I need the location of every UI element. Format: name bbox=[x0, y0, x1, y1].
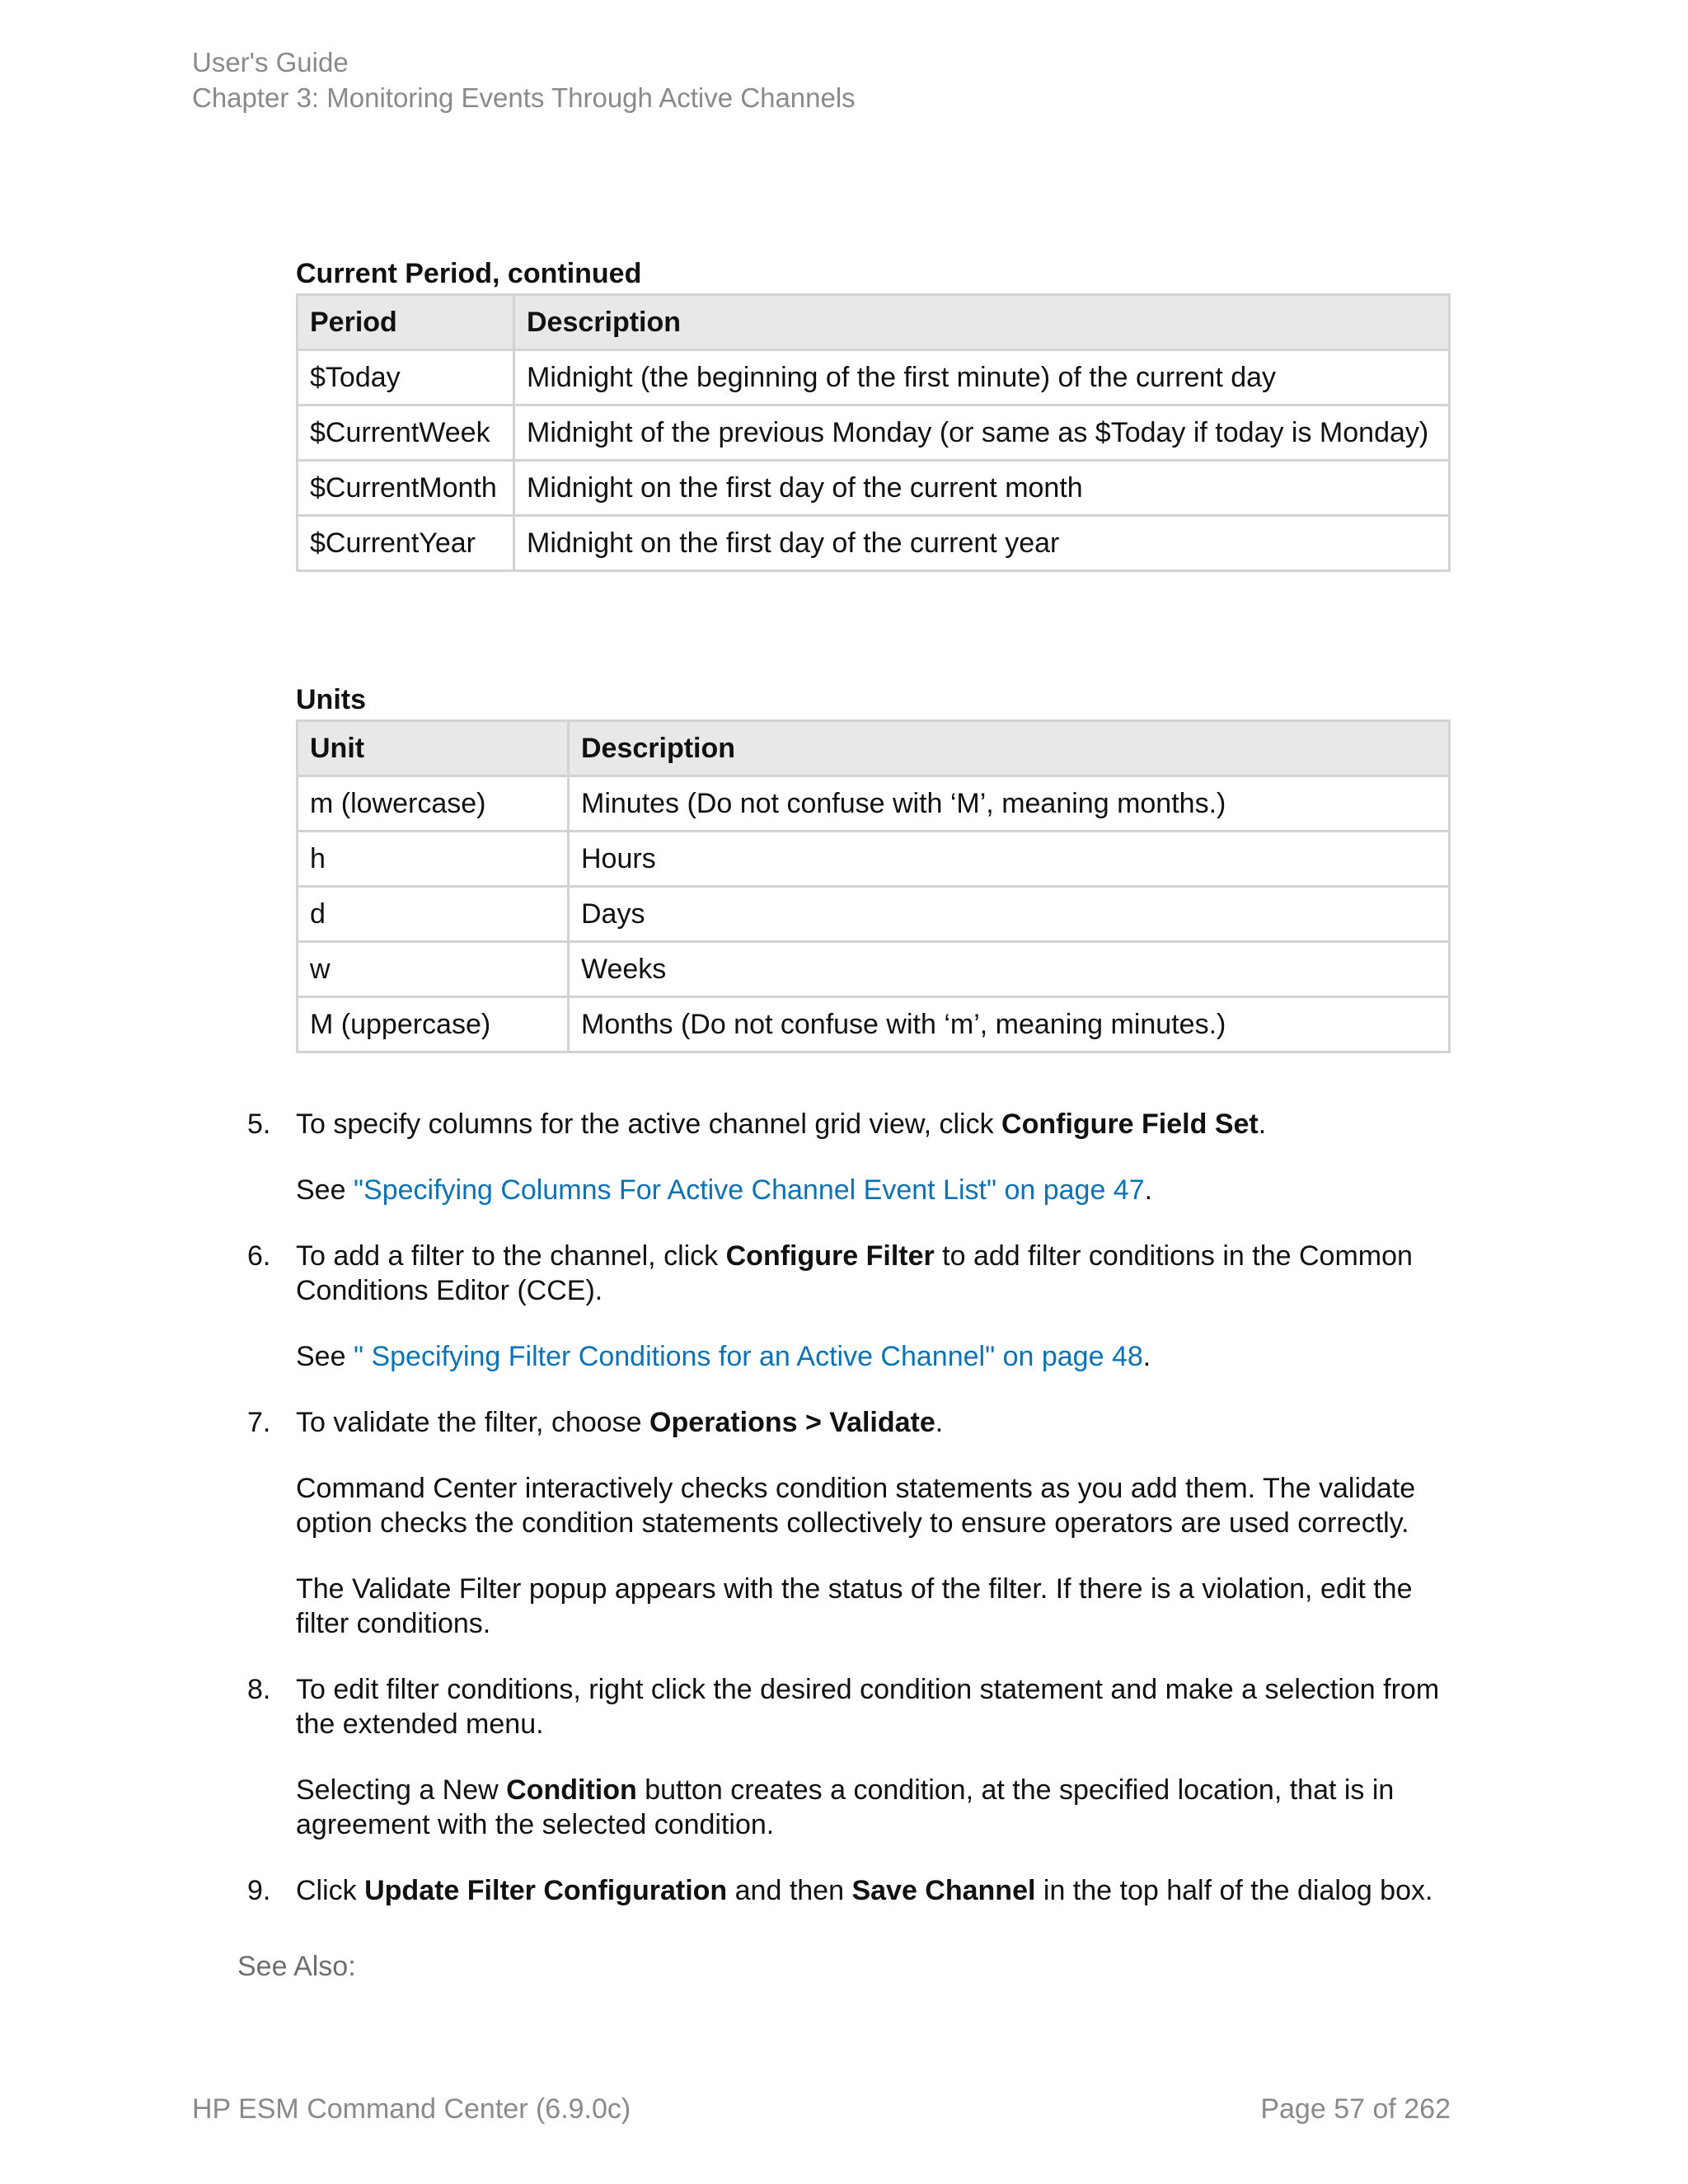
unit-cell: w bbox=[298, 942, 569, 997]
unit-cell: M (uppercase) bbox=[298, 997, 569, 1052]
ui-term: Condition bbox=[506, 1774, 637, 1806]
period-table bbox=[296, 293, 1451, 572]
step-instruction: To add a filter to the channel, click Configure Filter to add filter conditions in the Common Conditions Editor (CCE). bbox=[296, 1240, 1413, 1306]
table-row bbox=[298, 405, 1450, 461]
unit-cell: h bbox=[298, 832, 569, 887]
description-cell: Midnight of the previous Monday (or same as $Today if today is Monday) bbox=[514, 405, 1450, 461]
ui-term: Update Filter Configuration bbox=[364, 1875, 728, 1906]
description-cell: Weeks bbox=[569, 942, 1450, 997]
step-instruction: To edit filter conditions, right click the desired condition statement and make a selection from the extended menu. bbox=[296, 1674, 1440, 1740]
description-cell: Midnight (the beginning of the first minute) of the current day bbox=[514, 350, 1450, 405]
step-5 bbox=[247, 1107, 1459, 1207]
step-7 bbox=[247, 1405, 1459, 1641]
ui-term: Save Channel bbox=[851, 1875, 1036, 1906]
period-cell: $CurrentMonth bbox=[298, 461, 514, 516]
ui-term: Operations > Validate bbox=[649, 1407, 935, 1438]
step-instruction: To validate the filter, choose Operations > Validate. bbox=[296, 1407, 944, 1438]
chapter-title: Chapter 3: Monitoring Events Through Active Channels bbox=[192, 82, 856, 113]
running-header bbox=[192, 45, 856, 115]
period-cell: $Today bbox=[298, 350, 514, 405]
description-cell: Hours bbox=[569, 832, 1450, 887]
table-row bbox=[298, 887, 1450, 942]
ui-term: Configure Filter bbox=[725, 1240, 935, 1272]
column-header-description: Description bbox=[569, 721, 1450, 776]
period-cell: $CurrentYear bbox=[298, 516, 514, 571]
step-number: 7. bbox=[247, 1407, 271, 1438]
table-row bbox=[298, 461, 1450, 516]
step-paragraph: The Validate Filter popup appears with the status of the filter. If there is a violation, edit the filter conditions. bbox=[296, 1573, 1413, 1639]
cross-reference-link[interactable]: "Specifying Columns For Active Channel Event List" on page 47 bbox=[353, 1174, 1145, 1206]
units-table-caption: Units bbox=[296, 684, 366, 715]
table-row bbox=[298, 832, 1450, 887]
column-header-description: Description bbox=[514, 295, 1450, 350]
see-reference: See "Specifying Columns For Active Channel Event List" on page 47. bbox=[296, 1174, 1153, 1206]
see-reference: See " Specifying Filter Conditions for an Active Channel" on page 48. bbox=[296, 1341, 1151, 1372]
table-header-row bbox=[298, 295, 1450, 350]
ui-term: Configure Field Set bbox=[1001, 1108, 1259, 1140]
see-also-heading: See Also: bbox=[237, 1951, 356, 1982]
cross-reference-link[interactable]: " Specifying Filter Conditions for an Active Channel" on page 48 bbox=[353, 1341, 1143, 1372]
step-number: 6. bbox=[247, 1240, 271, 1272]
description-cell: Days bbox=[569, 887, 1450, 942]
table-row bbox=[298, 942, 1450, 997]
unit-cell: m (lowercase) bbox=[298, 776, 569, 832]
description-cell: Midnight on the first day of the current year bbox=[514, 516, 1450, 571]
description-cell: Minutes (Do not confuse with ‘M’, meaning months.) bbox=[569, 776, 1450, 832]
step-number: 9. bbox=[247, 1875, 271, 1906]
footer-product: HP ESM Command Center (6.9.0c) bbox=[192, 2093, 631, 2125]
step-instruction: To specify columns for the active channel grid view, click Configure Field Set. bbox=[296, 1108, 1267, 1140]
units-table bbox=[296, 719, 1451, 1053]
step-6 bbox=[247, 1239, 1459, 1374]
procedure-steps bbox=[247, 1107, 1459, 1939]
description-cell: Midnight on the first day of the current month bbox=[514, 461, 1450, 516]
footer-page-number: Page 57 of 262 bbox=[1260, 2093, 1451, 2125]
step-8 bbox=[247, 1672, 1459, 1842]
table-header-row bbox=[298, 721, 1450, 776]
step-paragraph: Command Center interactively checks condition statements as you add them. The validate option checks the condition statements collectively to ensure operators are used correctly. bbox=[296, 1473, 1416, 1539]
period-table-caption: Current Period, continued bbox=[296, 258, 642, 289]
step-paragraph: Selecting a New Condition button creates a condition, at the specified location, that is in agreement with the selected condition. bbox=[296, 1774, 1395, 1840]
unit-cell: d bbox=[298, 887, 569, 942]
step-number: 5. bbox=[247, 1108, 271, 1140]
period-cell: $CurrentWeek bbox=[298, 405, 514, 461]
guide-title: User's Guide bbox=[192, 47, 349, 77]
table-row bbox=[298, 997, 1450, 1052]
step-number: 8. bbox=[247, 1674, 271, 1705]
step-instruction: Click Update Filter Configuration and then Save Channel in the top half of the dialog box. bbox=[296, 1875, 1433, 1906]
table-row bbox=[298, 516, 1450, 571]
description-cell: Months (Do not confuse with ‘m’, meaning minutes.) bbox=[569, 997, 1450, 1052]
column-header-period: Period bbox=[298, 295, 514, 350]
step-9 bbox=[247, 1873, 1459, 1908]
column-header-unit: Unit bbox=[298, 721, 569, 776]
table-row bbox=[298, 350, 1450, 405]
table-row bbox=[298, 776, 1450, 832]
